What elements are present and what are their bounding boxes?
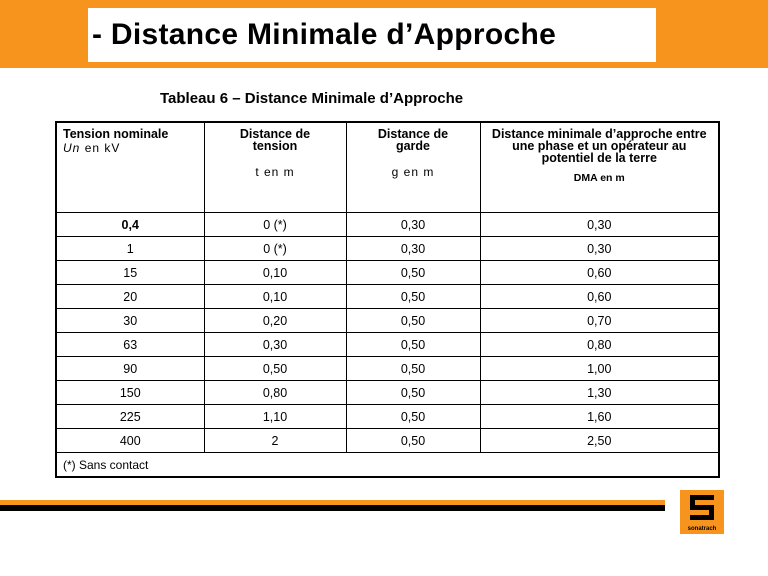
table-row	[56, 285, 719, 309]
footer-black-bar	[0, 505, 665, 511]
cell-tension: 400	[56, 429, 204, 453]
cell-tension: 90	[56, 357, 204, 381]
cell-dma: 0,30	[480, 237, 719, 261]
cell-distance-tension: 0,10	[204, 285, 346, 309]
header-label: Tension nominale	[63, 127, 169, 141]
header-unit: DMA en m	[573, 172, 625, 184]
header-unit: g en m	[391, 165, 435, 179]
table-row	[56, 405, 719, 429]
table-footnote-row	[56, 453, 719, 478]
cell-distance-tension: 0,30	[204, 333, 346, 357]
header-label: Distance de tension	[239, 127, 311, 153]
table-row	[56, 237, 719, 261]
cell-distance-tension: 0 (*)	[204, 237, 346, 261]
distance-table	[55, 121, 720, 478]
cell-distance-tension: 0,50	[204, 357, 346, 381]
table-row	[56, 429, 719, 453]
cell-dma: 0,60	[480, 261, 719, 285]
cell-tension: 15	[56, 261, 204, 285]
cell-tension: 20	[56, 285, 204, 309]
cell-tension: 1	[56, 237, 204, 261]
cell-distance-garde: 0,50	[346, 285, 480, 309]
header-label: Distance de garde	[377, 127, 449, 153]
cell-distance-tension: 0 (*)	[204, 213, 346, 237]
cell-dma: 1,00	[480, 357, 719, 381]
cell-tension: 30	[56, 309, 204, 333]
table-caption: Tableau 6 – Distance Minimale d’Approche	[160, 90, 464, 107]
table-row	[56, 213, 719, 237]
cell-dma: 1,30	[480, 381, 719, 405]
cell-distance-garde: 0,50	[346, 333, 480, 357]
cell-distance-tension: 2	[204, 429, 346, 453]
header-unit: t en m	[255, 165, 295, 179]
unit-symbol: Un	[63, 141, 81, 155]
table-row	[56, 333, 719, 357]
cell-dma: 0,80	[480, 333, 719, 357]
cell-distance-garde: 0,50	[346, 309, 480, 333]
title-box	[88, 8, 656, 62]
cell-tension: 225	[56, 405, 204, 429]
cell-distance-tension: 0,10	[204, 261, 346, 285]
header-distance-tension	[204, 122, 346, 213]
cell-distance-garde: 0,30	[346, 213, 480, 237]
cell-distance-tension: 0,20	[204, 309, 346, 333]
table-row	[56, 357, 719, 381]
header-unit	[63, 142, 204, 154]
slide-title: - Distance Minimale d’Approche	[92, 18, 557, 51]
cell-tension: 0,4	[56, 213, 204, 237]
table-footnote: (*) Sans contact	[56, 453, 719, 478]
cell-distance-tension: 0,80	[204, 381, 346, 405]
cell-distance-tension: 1,10	[204, 405, 346, 429]
cell-tension: 150	[56, 381, 204, 405]
table-row	[56, 309, 719, 333]
cell-distance-garde: 0,50	[346, 429, 480, 453]
table-row	[56, 261, 719, 285]
cell-dma: 2,50	[480, 429, 719, 453]
sonatrach-logo-icon	[680, 490, 724, 534]
cell-dma: 0,60	[480, 285, 719, 309]
cell-distance-garde: 0,50	[346, 405, 480, 429]
cell-distance-garde: 0,50	[346, 381, 480, 405]
cell-distance-garde: 0,50	[346, 357, 480, 381]
unit-text: en kV	[84, 141, 121, 155]
cell-dma: 0,70	[480, 309, 719, 333]
cell-tension: 63	[56, 333, 204, 357]
cell-distance-garde: 0,50	[346, 261, 480, 285]
cell-dma: 0,30	[480, 213, 719, 237]
cell-dma: 1,60	[480, 405, 719, 429]
header-tension-nominale	[56, 122, 204, 213]
table-header-row	[56, 122, 719, 213]
logo-wordmark: sonatrach	[687, 526, 717, 532]
header-label: Distance minimale d’approche entre une phase et un opérateur au potentiel de la terre	[491, 127, 707, 165]
table-row	[56, 381, 719, 405]
header-dma	[480, 122, 719, 213]
cell-distance-garde: 0,30	[346, 237, 480, 261]
header-distance-garde	[346, 122, 480, 213]
